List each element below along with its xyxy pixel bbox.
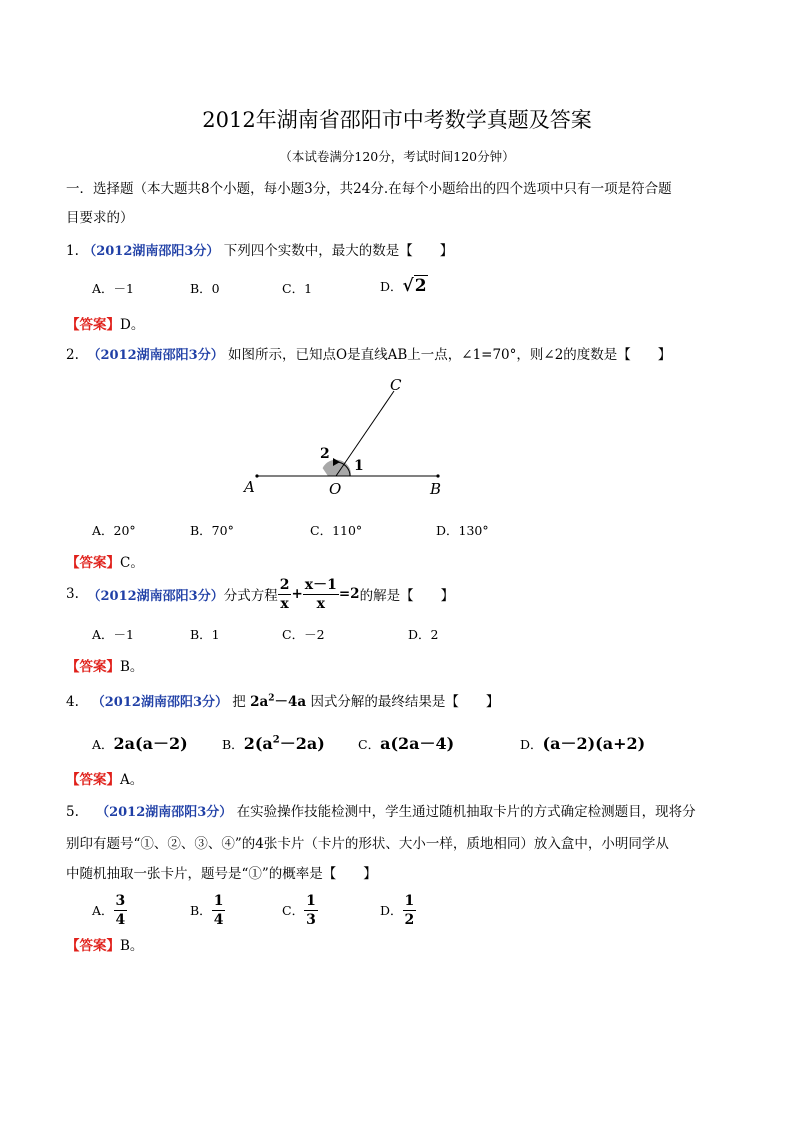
expr-exponent: 2: [268, 693, 275, 704]
q3-option-d: D．2: [408, 627, 439, 642]
question-number: 4.: [66, 694, 79, 710]
expr-base: 2a: [250, 694, 269, 710]
label-a: A: [244, 478, 255, 496]
option-expression: 2a(a－2): [113, 734, 188, 753]
answer-tag: 【答案】: [66, 317, 120, 333]
answer-tag: 【答案】: [66, 555, 120, 571]
q1-answer: [66, 313, 144, 333]
fraction: [304, 894, 318, 927]
answer-tag: 【答案】: [66, 659, 120, 675]
q4-option-c: [358, 731, 454, 754]
angle-figure: [230, 370, 460, 502]
question-source: （2012湖南邵阳3分）: [91, 695, 228, 710]
q1-option-a: A．－1: [92, 281, 134, 296]
question-number: 3.: [66, 586, 79, 602]
option-label: A．: [92, 903, 114, 918]
q2-answer: [66, 551, 144, 571]
option-label: D．: [380, 279, 403, 294]
question-5-line3: 中随机抽取一张卡片，题号是“①”的概率是【 】: [66, 866, 377, 882]
answer-tag: 【答案】: [66, 772, 120, 788]
answer-tag: 【答案】: [66, 938, 120, 954]
option-label: D．: [520, 737, 543, 752]
answer-value: B。: [120, 938, 144, 954]
fraction: [114, 894, 128, 927]
q2-option-b: B．70°: [190, 523, 234, 538]
q1-option-d: [380, 276, 428, 296]
answer-value: D。: [120, 317, 145, 333]
question-number: 1.: [66, 243, 79, 259]
option-expression: (a－2)(a+2): [542, 734, 646, 753]
label-b: B: [430, 480, 442, 498]
question-source: （2012湖南邵阳3分）: [83, 244, 220, 259]
page-title: 2012年湖南省邵阳市中考数学真题及答案: [202, 108, 592, 132]
question-source: （2012湖南邵阳3分）: [87, 348, 224, 363]
label-c: C: [390, 376, 402, 394]
section-header-line1: 一．选择题（本大题共8个小题，每小题3分，共24分.在每个小题给出的四个选项中只有一项是符合题: [66, 181, 672, 197]
equals-two: =2: [338, 586, 360, 602]
denominator: 2: [404, 911, 415, 928]
q3-option-b: B．1: [190, 627, 220, 642]
q1-option-c: C．1: [282, 281, 313, 296]
question-5-line2: 别印有题号“①、②、③、④”的4张卡片（卡片的形状、大小一样，质地相同）放入盒中，小明同学从: [66, 836, 669, 852]
point-b: [436, 474, 439, 477]
page-subtitle: （本试卷满分120分，考试时间120分钟）: [279, 149, 515, 164]
q4-option-a: [92, 731, 188, 754]
option-expression: a(2a－4): [380, 734, 455, 753]
q3-option-c: C．－2: [282, 627, 325, 642]
ray-oc: [336, 391, 394, 476]
option-label: B．: [222, 737, 244, 752]
expr-post: －2a): [279, 734, 325, 753]
expression: [250, 694, 306, 710]
denominator: 4: [213, 911, 224, 928]
q3-option-a: A．－1: [92, 627, 134, 642]
question-text-post: 因式分解的最终结果是【 】: [310, 694, 500, 710]
q2-option-a: A．20°: [92, 523, 136, 538]
numerator: 1: [306, 892, 316, 909]
expr-exponent: 2: [272, 734, 280, 746]
question-4-stem: [66, 690, 499, 710]
numerator: 2: [279, 576, 290, 593]
question-number: 5.: [66, 804, 79, 820]
answer-value: A。: [120, 772, 144, 788]
q2-option-d: D．130°: [436, 523, 489, 538]
q3-answer: [66, 655, 143, 675]
q2-option-c: C．110°: [310, 523, 363, 538]
question-text-pre: 把: [232, 694, 246, 710]
label-angle-2: 2: [320, 446, 330, 462]
question-5-line1: [66, 800, 696, 820]
q5-option-b: [190, 890, 225, 930]
fraction: [212, 894, 226, 927]
label-angle-1: 1: [354, 458, 364, 474]
sqrt-expression: √2: [402, 276, 427, 296]
q5-option-d: [380, 890, 416, 930]
answer-value: C。: [120, 555, 144, 571]
option-label: B．: [190, 903, 212, 918]
option-label: D．: [380, 903, 403, 918]
q5-answer: [66, 934, 143, 954]
label-o: O: [329, 480, 342, 498]
q5-option-c: [282, 890, 318, 930]
question-text-pre: 分式方程: [223, 588, 278, 604]
answer-value: B。: [120, 659, 144, 675]
fraction: [403, 894, 417, 927]
option-expression: [244, 734, 325, 753]
question-text: 如图所示，已知点O是直线AB上一点，∠1=70°，则∠2的度数是【 】: [228, 347, 672, 363]
q4-answer: [66, 768, 143, 788]
option-label: A．: [92, 737, 114, 752]
section-header-line2: 目要求的）: [66, 210, 134, 226]
question-text-post: 的解是【 】: [359, 588, 455, 604]
question-1-stem: [66, 239, 453, 259]
question-text: 下列四个实数中，最大的数是【 】: [223, 243, 454, 259]
question-2-stem: [66, 343, 671, 363]
option-label: C．: [358, 737, 381, 752]
numerator: 1: [404, 892, 415, 909]
q4-option-b: [222, 731, 325, 754]
q4-option-d: [520, 731, 645, 754]
denominator: x: [316, 595, 325, 612]
fraction-2-over-x: [278, 578, 292, 611]
denominator: 4: [115, 911, 126, 928]
question-number: 2.: [66, 347, 79, 363]
expr-rest: －4a: [274, 694, 307, 710]
question-source: （2012湖南邵阳3分）: [87, 588, 224, 604]
fraction-x-minus-1-over-x: [303, 578, 339, 611]
question-source: （2012湖南邵阳3分）: [96, 805, 233, 820]
numerator: x－1: [304, 576, 337, 593]
radicand: 2: [414, 276, 427, 296]
question-3-stem: [66, 576, 454, 612]
q1-option-b: B．0: [190, 281, 220, 296]
question-text: 在实验操作技能检测中，学生通过随机抽取卡片的方式确定检测题目，现将分: [236, 804, 696, 820]
denominator: 3: [306, 911, 316, 928]
denominator: x: [280, 595, 289, 612]
numerator: 1: [213, 892, 224, 909]
q5-option-a: [92, 890, 127, 930]
option-label: C．: [282, 903, 305, 918]
expr-pre: 2(a: [243, 734, 273, 753]
plus-sign: +: [291, 586, 303, 602]
point-a: [255, 474, 258, 477]
numerator: 3: [115, 892, 126, 909]
